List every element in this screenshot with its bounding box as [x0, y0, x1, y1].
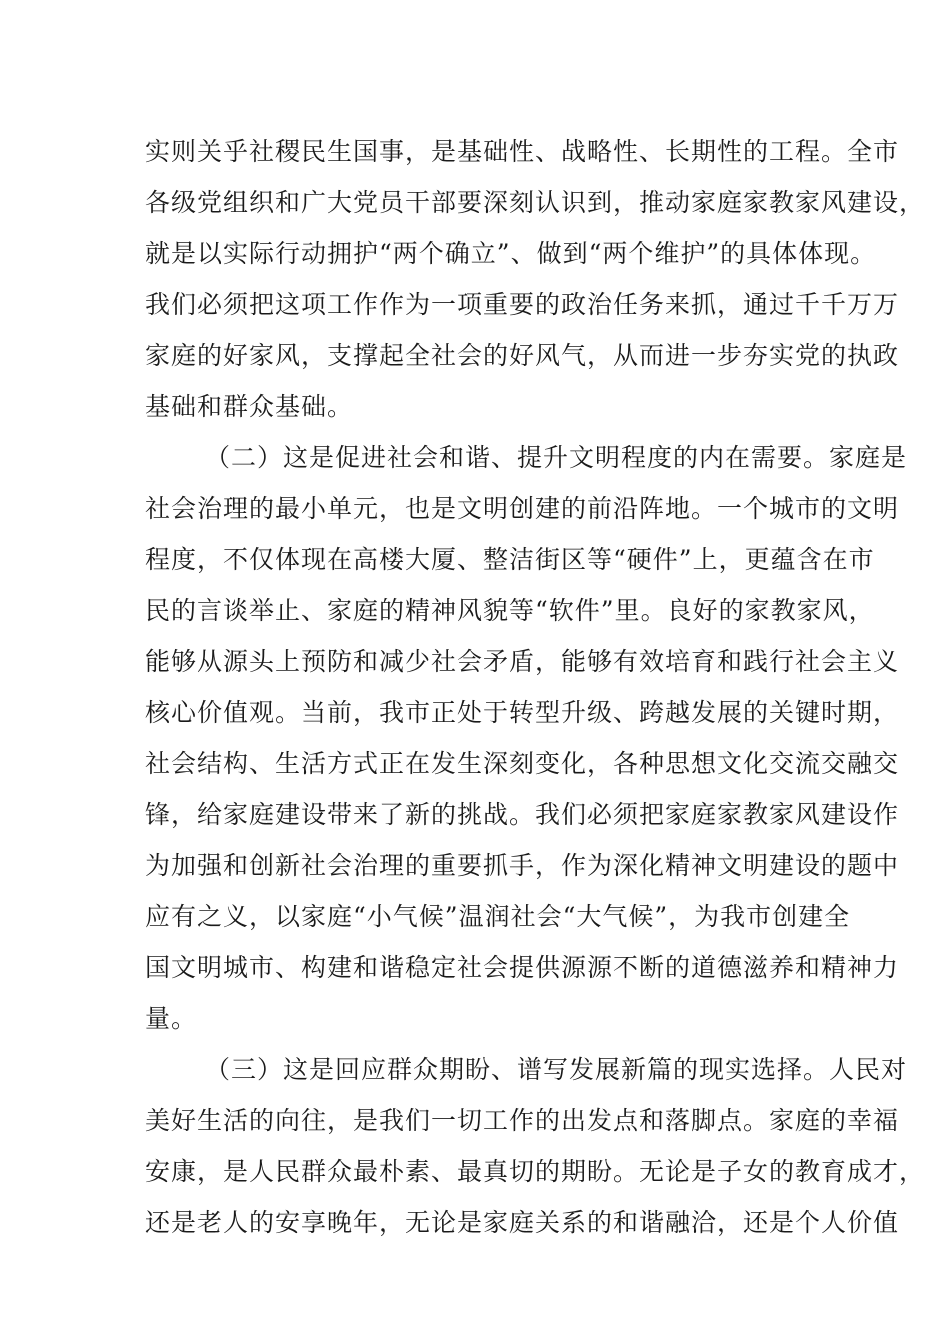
text-line: 社会治理的最小单元，也是文明创建的前沿阵地。一个城市的文明 — [145, 494, 900, 523]
text-line: 应有之义，以家庭“小气候”温润社会“大气候”，为我市创建全 — [145, 902, 851, 931]
text-line: 程度，不仅体现在高楼大厦、整洁街区等“硬件”上，更蕴含在市 — [145, 545, 875, 574]
text-line: 国文明城市、构建和谐稳定社会提供源源不断的道德滋养和精神力 — [145, 953, 900, 982]
text-line: 基础和群众基础。 — [145, 392, 354, 421]
text-line: 能够从源头上预防和减少社会矛盾，能够有效培育和践行社会主义 — [145, 647, 900, 676]
paragraph-heading-line: （三）这是回应群众期盼、谱写发展新篇的现实选择。人民对 — [205, 1055, 908, 1084]
text-line: 安康，是人民群众最朴素、最真切的期盼。无论是子女的教育成才， — [145, 1157, 926, 1186]
text-line: 为加强和创新社会治理的重要抓手，作为深化精神文明建设的题中 — [145, 851, 900, 880]
text-line: 民的言谈举止、家庭的精神风貌等“软件”里。良好的家教家风， — [145, 596, 875, 625]
text-line: 就是以实际行动拥护“两个确立”、做到“两个维护”的具体体现。 — [145, 239, 877, 268]
text-line: 实则关乎社稷民生国事，是基础性、战略性、长期性的工程。全市 — [145, 137, 900, 166]
text-line: 家庭的好家风，支撑起全社会的好风气，从而进一步夯实党的执政 — [145, 341, 900, 370]
text-line: 社会结构、生活方式正在发生深刻变化，各种思想文化交流交融交 — [145, 749, 900, 778]
paragraph-heading-line: （二）这是促进社会和谐、提升文明程度的内在需要。家庭是 — [205, 443, 908, 472]
text-line: 我们必须把这项工作作为一项重要的政治任务来抓，通过千千万万 — [145, 290, 900, 319]
text-line: 核心价值观。当前，我市正处于转型升级、跨越发展的关键时期， — [145, 698, 900, 727]
text-line: 锋，给家庭建设带来了新的挑战。我们必须把家庭家教家风建设作 — [145, 800, 900, 829]
text-line: 美好生活的向往，是我们一切工作的出发点和落脚点。家庭的幸福 — [145, 1106, 900, 1135]
text-line: 还是老人的安享晚年，无论是家庭关系的和谐融洽，还是个人价值 — [145, 1208, 900, 1237]
text-line: 量。 — [145, 1004, 198, 1033]
text-line: 各级党组织和广大党员干部要深刻认识到，推动家庭家教家风建设， — [145, 188, 926, 217]
